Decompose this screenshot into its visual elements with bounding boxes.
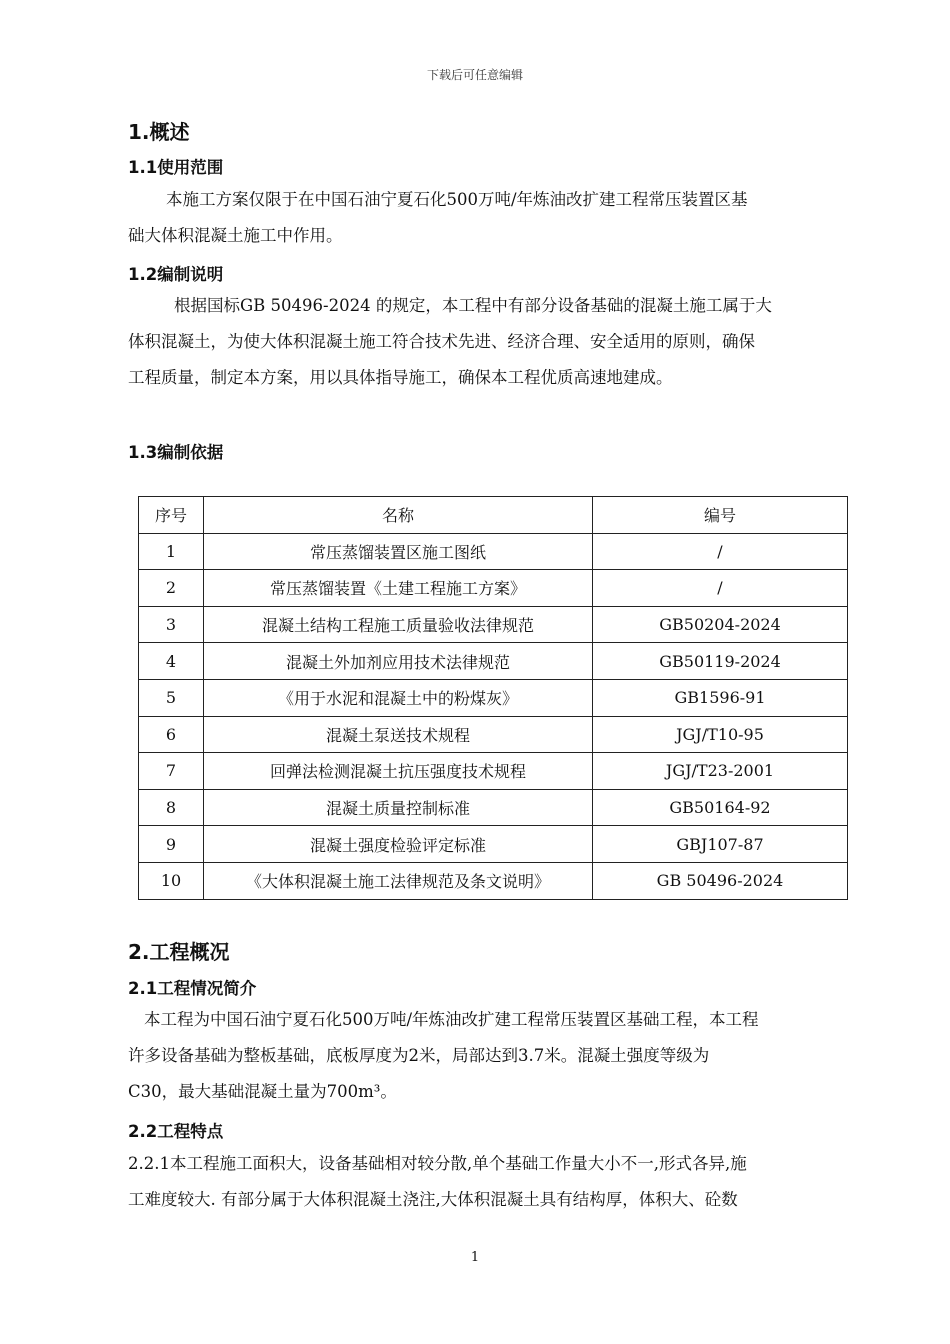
- header-note: 下载后可任意编辑: [426, 68, 523, 82]
- paragraph-line: 工难度较大. 有部分属于大体积混凝土浇注,大体积混凝土具有结构厚，体积大、砼数: [128, 1190, 738, 1209]
- section-2-1-paragraph: [128, 1002, 858, 1110]
- table-cell: /: [593, 570, 848, 607]
- section-1-1-title: 1.1使用范围: [128, 158, 224, 177]
- paragraph-line: 体积混凝土，为使大体积混凝土施工符合技术先进、经济合理、安全适用的原则，确保: [128, 332, 755, 351]
- page-number: 1: [470, 1250, 480, 1265]
- table-row: [139, 679, 848, 716]
- table-row: [139, 789, 848, 826]
- paragraph-line: 础大体积混凝土施工中作用。: [128, 226, 343, 245]
- paragraph-line: 2.2.1本工程施工面积大，设备基础相对较分散,单个基础工作量大小不一,形式各异,施: [128, 1154, 747, 1173]
- table-cell: 9: [139, 826, 204, 863]
- paragraph-line: C30，最大基础混凝土量为700m³。: [128, 1082, 397, 1101]
- paragraph-line: 许多设备基础为整板基础，底板厚度为2米，局部达到3.7米。混凝土强度等级为: [128, 1046, 710, 1065]
- paragraph-line: 本工程为中国石油宁夏石化500万吨/年炼油改扩建工程常压装置区基础工程，本工程: [144, 1010, 759, 1029]
- table-cell: GB50204-2024: [593, 606, 848, 643]
- table-row: [139, 570, 848, 607]
- table-cell: 10: [139, 862, 204, 899]
- table-cell: JGJ/T23-2001: [593, 753, 848, 790]
- table-cell: 混凝土结构工程施工质量验收法律规范: [204, 606, 593, 643]
- basis-table: [138, 496, 848, 900]
- section-2-2-title: 2.2工程特点: [128, 1122, 224, 1141]
- table-cell: 3: [139, 606, 204, 643]
- column-header-name: 名称: [204, 497, 593, 534]
- table-cell: /: [593, 533, 848, 570]
- table-cell: 5: [139, 679, 204, 716]
- table-cell: 常压蒸馏装置《土建工程施工方案》: [204, 570, 593, 607]
- table-cell: GB1596-91: [593, 679, 848, 716]
- paragraph-line: 工程质量，制定本方案，用以具体指导施工，确保本工程优质高速地建成。: [128, 368, 673, 387]
- table-row: [139, 862, 848, 899]
- table-cell: 混凝土质量控制标准: [204, 789, 593, 826]
- table-cell: 2: [139, 570, 204, 607]
- table-cell: 回弹法检测混凝土抗压强度技术规程: [204, 753, 593, 790]
- table-cell: 4: [139, 643, 204, 680]
- table-cell: 常压蒸馏装置区施工图纸: [204, 533, 593, 570]
- column-header-index: 序号: [139, 497, 204, 534]
- section-2-title: 2.工程概况: [128, 940, 230, 964]
- table-header-row: [139, 497, 848, 534]
- section-1-title: 1.概述: [128, 120, 190, 144]
- table-cell: GB50164-92: [593, 789, 848, 826]
- table-cell: 8: [139, 789, 204, 826]
- table-cell: GB 50496-2024: [593, 862, 848, 899]
- table-cell: GBJ107-87: [593, 826, 848, 863]
- section-2-1-title: 2.1工程情况简介: [128, 979, 257, 998]
- table-cell: 混凝土泵送技术规程: [204, 716, 593, 753]
- paragraph-line: 根据国标GB 50496-2024 的规定，本工程中有部分设备基础的混凝土施工属于大: [174, 296, 772, 315]
- section-2-2-paragraph: [128, 1146, 858, 1218]
- table-row: [139, 826, 848, 863]
- paragraph-line: 本施工方案仅限于在中国石油宁夏石化500万吨/年炼油改扩建工程常压装置区基: [166, 190, 748, 209]
- table-cell: 1: [139, 533, 204, 570]
- table-cell: 混凝土强度检验评定标准: [204, 826, 593, 863]
- section-1-1-paragraph: [128, 182, 858, 254]
- table-row: [139, 753, 848, 790]
- table-cell: 7: [139, 753, 204, 790]
- table-row: [139, 606, 848, 643]
- table-cell: 《用于水泥和混凝土中的粉煤灰》: [204, 679, 593, 716]
- table-row: [139, 716, 848, 753]
- section-1-2-paragraph: [128, 288, 858, 396]
- table-cell: 混凝土外加剂应用技术法律规范: [204, 643, 593, 680]
- section-1-3-title: 1.3编制依据: [128, 443, 224, 462]
- table-cell: GB50119-2024: [593, 643, 848, 680]
- table-row: [139, 643, 848, 680]
- column-header-code: 编号: [593, 497, 848, 534]
- table-cell: JGJ/T10-95: [593, 716, 848, 753]
- table-row: [139, 533, 848, 570]
- table-cell: 《大体积混凝土施工法律规范及条文说明》: [204, 862, 593, 899]
- section-1-2-title: 1.2编制说明: [128, 265, 224, 284]
- table-cell: 6: [139, 716, 204, 753]
